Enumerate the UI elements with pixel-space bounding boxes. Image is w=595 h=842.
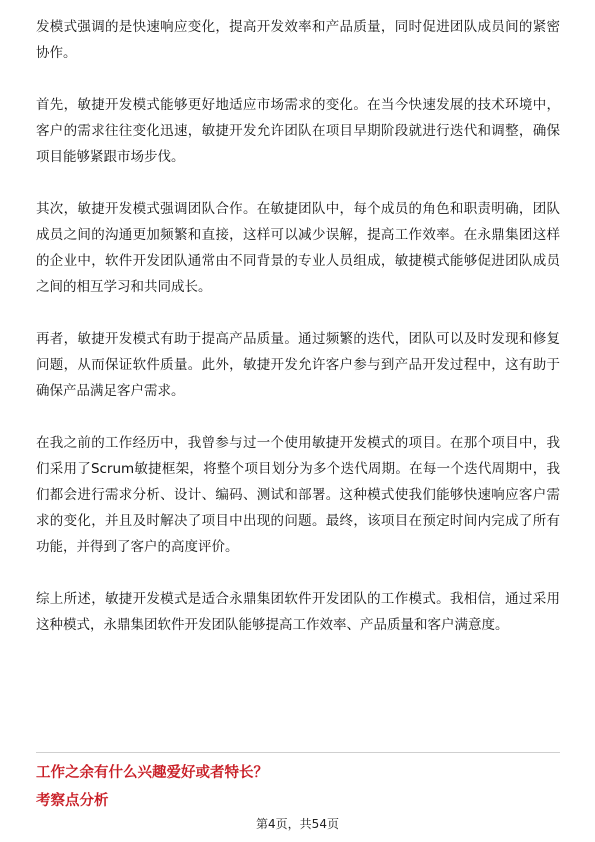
paragraph-first: 首先，敏捷开发模式能够更好地适应市场需求的变化。在当今快速发展的技术环境中，客户的需求往往变化迅速，敏捷开发允许团队在项目早期阶段就进行迭代和调整，确保项目能够紧跟市场步伐。 <box>36 97 560 165</box>
answer-body <box>36 14 560 638</box>
analysis-heading: 考察点分析 <box>36 793 109 809</box>
paragraph-second: 其次，敏捷开发模式强调团队合作。在敏捷团队中，每个成员的角色和职责明确，团队成员之间的沟通更加频繁和直接，这样可以减少误解，提高工作效率。在永鼎集团这样的企业中，软件开发团队通常由不同背景的专业人员组成，敏捷模式能够促进团队成员之间的相互学习和共同成长。 <box>36 201 560 295</box>
paragraph-intro: 发模式强调的是快速响应变化，提高开发效率和产品质量，同时促进团队成员间的紧密协作。 <box>36 19 560 61</box>
paragraph-conclusion: 综上所述，敏捷开发模式是适合永鼎集团软件开发团队的工作模式。我相信，通过采用这种模式，永鼎集团软件开发团队能够提高工作效率、产品质量和客户满意度。 <box>36 591 560 633</box>
paragraph-experience: 在我之前的工作经历中，我曾参与过一个使用敏捷开发模式的项目。在那个项目中，我们采用了Scrum敏捷框架，将整个项目划分为多个迭代周期。在每一个迭代周期中，我们都会进行需求分析、设计、编码、测试和部署。这种模式使我们能够快速响应客户需求的变化，并且及时解决了项目中出现的问题。最终，该项目在预定时间内完成了所有功能，并得到了客户的高度评价。 <box>36 435 560 555</box>
question-heading: 工作之余有什么兴趣爱好或者特长？ <box>36 765 268 781</box>
paragraph-third: 再者，敏捷开发模式有助于提高产品质量。通过频繁的迭代，团队可以及时发现和修复问题，从而保证软件质量。此外，敏捷开发允许客户参与到产品开发过程中，这有助于确保产品满足客户需求。 <box>36 331 560 399</box>
page-number: 第4页，共54页 <box>256 817 339 831</box>
section-divider <box>36 752 560 753</box>
